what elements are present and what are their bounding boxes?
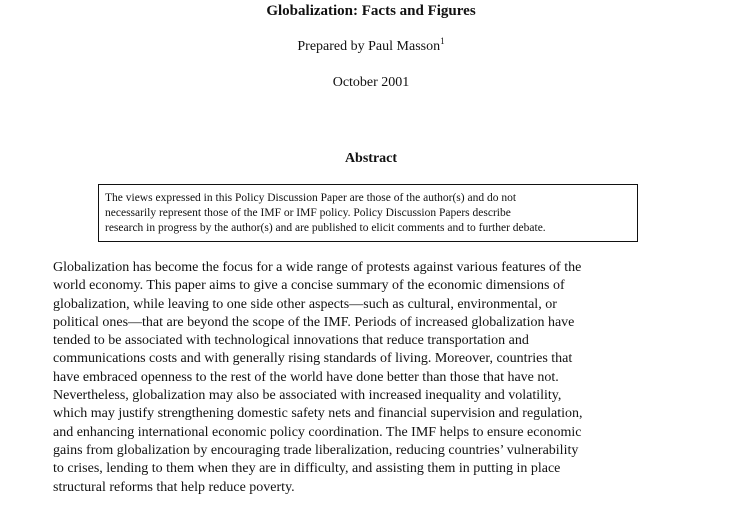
author-name: Prepared by Paul Masson: [297, 39, 441, 54]
abstract-line: tended to be associated with technological innovations that reduce transportation and: [53, 333, 529, 349]
abstract-line: have embraced openness to the rest of the world have done better than those that have not.: [53, 369, 559, 385]
disclaimer-line: research in progress by the author(s) and are published to elicit comments and to further debate.: [105, 222, 546, 234]
abstract-line: structural reforms that help reduce poverty.: [53, 479, 295, 495]
abstract-line: and enhancing international economic policy coordination. The IMF helps to ensure economic: [53, 424, 582, 440]
author-footnote-marker: 1: [440, 36, 445, 46]
disclaimer-line: necessarily represent those of the IMF or IMF policy. Policy Discussion Papers describe: [105, 207, 511, 219]
abstract-line: political ones—that are beyond the scope of the IMF. Periods of increased globalization have: [53, 314, 575, 330]
abstract-line: communications costs and with generally rising standards of living. Moreover, countries that: [53, 351, 573, 367]
disclaimer-box: [98, 184, 638, 242]
abstract-line: globalization, while leaving to one side other aspects—such as cultural, environmental, or: [53, 296, 557, 312]
abstract-heading: Abstract: [344, 151, 398, 166]
abstract-line: gains from globalization by encouraging trade liberalization, reducing countries’ vulnerability: [53, 442, 579, 458]
author-line: [0, 38, 742, 56]
publication-date: October 2001: [332, 75, 410, 90]
disclaimer-line: The views expressed in this Policy Discussion Paper are those of the author(s) and do not: [105, 192, 517, 204]
abstract-body: [53, 259, 733, 497]
abstract-line: Nevertheless, globalization may also be associated with increased inequality and volatility,: [53, 388, 562, 404]
abstract-line: world economy. This paper aims to give a concise summary of the economic dimensions of: [53, 278, 565, 294]
abstract-line: to crises, lending to them when they are in difficulty, and assisting them in putting in place: [53, 461, 561, 477]
document-title: Globalization: Facts and Figures: [266, 3, 476, 19]
abstract-line: Globalization has become the focus for a wide range of protests against various features of the: [53, 260, 582, 275]
abstract-line: which may justify strengthening domestic safety nets and financial supervision and regulation,: [53, 406, 583, 422]
